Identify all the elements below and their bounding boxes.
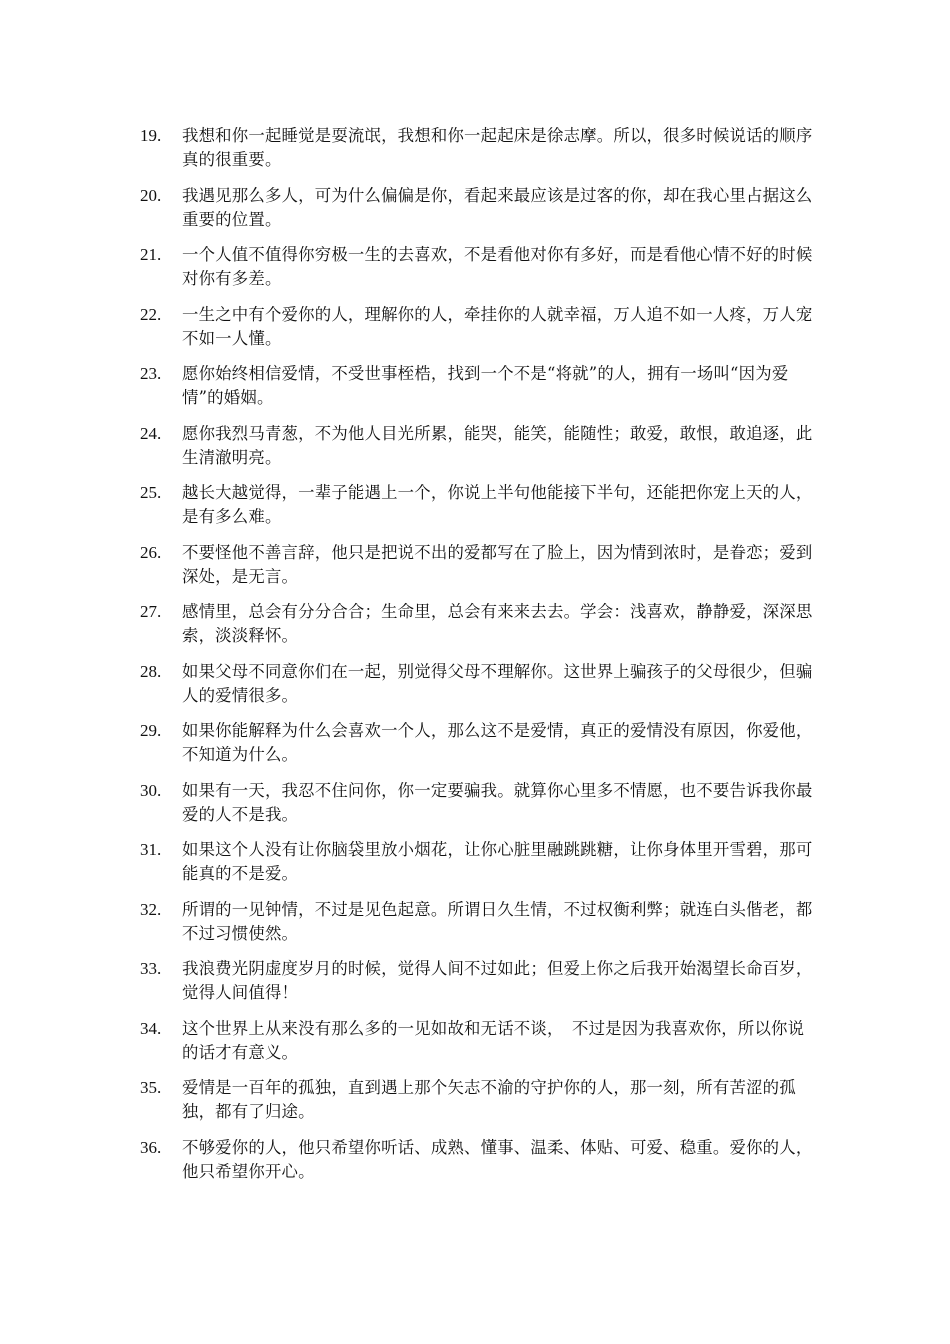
item-number: 33. bbox=[140, 959, 162, 978]
item-number: 20. bbox=[140, 185, 162, 205]
item-number: 34. bbox=[140, 1018, 162, 1038]
item-text: 一个人值不值得你穷极一生的去喜欢，不是看他对你有多好，而是看他心情不好的时候对你有多差。 bbox=[182, 245, 813, 288]
list-item bbox=[140, 660, 820, 720]
list-item bbox=[140, 243, 820, 303]
item-text: 越长大越觉得，一辈子能遇上一个，你说上半句他能接下半句，还能把你宠上天的人，是有多么难。 bbox=[182, 483, 813, 526]
item-number: 22. bbox=[140, 304, 162, 324]
list-item bbox=[140, 124, 820, 184]
item-number: 35. bbox=[140, 1078, 162, 1097]
list-item bbox=[140, 779, 820, 839]
item-text: 感情里，总会有分分合合；生命里，总会有来来去去。学会：浅喜欢，静静爱，深深思索，淡淡释怀。 bbox=[182, 602, 813, 645]
item-number: 21. bbox=[140, 245, 162, 264]
list-item bbox=[140, 481, 820, 541]
item-text: 愿你始终相信爱情，不受世事桎梏，找到一个不是“将就”的人，拥有一场叫“因为爱情”的婚姻。 bbox=[182, 364, 789, 407]
list-item bbox=[140, 1136, 820, 1196]
item-number: 31. bbox=[140, 840, 162, 859]
item-number: 29. bbox=[140, 721, 162, 740]
item-text: 不够爱你的人，他只希望你听话、成熟、懂事、温柔、体贴、可爱、稳重。爱你的人，他只希望你开心。 bbox=[182, 1137, 813, 1181]
item-text: 我遇见那么多人，可为什么偏偏是你，看起来最应该是过客的你，却在我心里占据这么重要的位置。 bbox=[182, 185, 813, 229]
item-text: 我浪费光阴虚度岁月的时候，觉得人间不过如此；但爱上你之后我开始渴望长命百岁，觉得人间值得！ bbox=[182, 959, 813, 1002]
item-number: 26. bbox=[140, 542, 162, 562]
list-item bbox=[140, 422, 820, 482]
item-number: 30. bbox=[140, 780, 162, 800]
list-item bbox=[140, 838, 820, 898]
item-text: 如果父母不同意你们在一起，别觉得父母不理解你。这世界上骗孩子的父母很少，但骗人的爱情很多。 bbox=[182, 661, 813, 705]
item-text: 一生之中有个爱你的人，理解你的人，牵挂你的人就幸福，万人追不如一人疼，万人宠不如一人懂。 bbox=[182, 304, 813, 348]
item-text: 如果这个人没有让你脑袋里放小烟花，让你心脏里融跳跳糖，让你身体里开雪碧，那可能真的不是爱。 bbox=[182, 840, 813, 883]
item-number: 24. bbox=[140, 423, 162, 443]
item-text: 如果你能解释为什么会喜欢一个人，那么这不是爱情，真正的爱情没有原因，你爱他，不知道为什么。 bbox=[182, 721, 813, 764]
item-text: 爱情是一百年的孤独，直到遇上那个矢志不渝的守护你的人，那一刻，所有苦涩的孤独，都有了归途。 bbox=[182, 1078, 796, 1121]
item-number: 25. bbox=[140, 483, 162, 502]
item-text: 所谓的一见钟情，不过是见色起意。所谓日久生情，不过权衡利弊；就连白头偕老，都不过习惯使然。 bbox=[182, 899, 813, 943]
item-text: 这个世界上从来没有那么多的一见如故和无话不谈， 不过是因为我喜欢你，所以你说的话才有意义。 bbox=[182, 1018, 805, 1062]
list-item bbox=[140, 541, 820, 601]
item-number: 28. bbox=[140, 661, 162, 681]
item-text: 如果有一天，我忍不住问你，你一定要骗我。就算你心里多不情愿，也不要告诉我你最爱的人不是我。 bbox=[182, 780, 813, 824]
item-number: 19. bbox=[140, 126, 162, 145]
list-item bbox=[140, 957, 820, 1017]
list-item bbox=[140, 1017, 820, 1077]
item-text: 我想和你一起睡觉是耍流氓，我想和你一起起床是徐志摩。所以，很多时候说话的顺序真的很重要。 bbox=[182, 126, 813, 169]
item-number: 27. bbox=[140, 602, 162, 621]
item-text: 愿你我烈马青葱，不为他人目光所累，能哭，能笑，能随性；敢爱，敢恨，敢追逐，此生清澈明亮。 bbox=[182, 423, 813, 467]
item-text: 不要怪他不善言辞，他只是把说不出的爱都写在了脸上，因为情到浓时，是眷恋；爱到深处，是无言。 bbox=[182, 542, 813, 586]
list-item bbox=[140, 898, 820, 958]
item-number: 36. bbox=[140, 1137, 162, 1157]
list-item bbox=[140, 1076, 820, 1136]
item-number: 23. bbox=[140, 364, 162, 383]
list-item bbox=[140, 184, 820, 244]
list-item bbox=[140, 362, 820, 422]
list-item bbox=[140, 303, 820, 363]
quote-list bbox=[140, 124, 820, 1195]
list-item bbox=[140, 719, 820, 779]
item-number: 32. bbox=[140, 899, 162, 919]
list-item bbox=[140, 600, 820, 660]
